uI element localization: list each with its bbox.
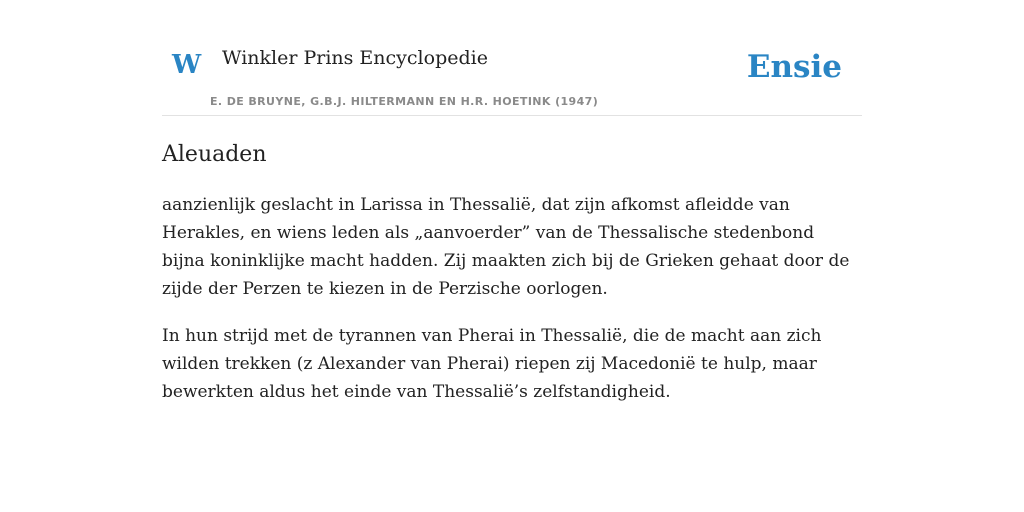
entry-title: Aleuaden xyxy=(162,142,267,167)
entry-paragraph: aanzienlijk geslacht in Larissa in Thessalië, dat zijn afkomst afleidde van Herakles, en wiens leden als „aanvoerder” van de Thessalische stedenbond bijna koninklijke macht hadden. Zij maakten zich bij de Grieken gehaat door de zijde der Perzen te kiezen in de Perzische oorlogen. xyxy=(162,195,850,299)
source-authors: E. DE BRUYNE, G.B.J. HILTERMANN EN H.R. HOETINK (1947) xyxy=(210,95,599,108)
entry-paragraph: In hun strijd met de tyrannen van Pherai in Thessalië, die de macht aan zich wilden trekken (z Alexander van Pherai) riepen zij Macedonië te hulp, maar bewerkten aldus het einde van Thessalië’s zelfstandigheid. xyxy=(162,326,822,402)
entry-body xyxy=(162,191,862,406)
source-header xyxy=(162,0,862,116)
source-title[interactable]: Winkler Prins Encyclopedie xyxy=(222,47,488,69)
source-logo[interactable]: W xyxy=(172,50,202,80)
brand-logo[interactable]: Ensie xyxy=(746,49,842,85)
page-content xyxy=(162,0,862,406)
